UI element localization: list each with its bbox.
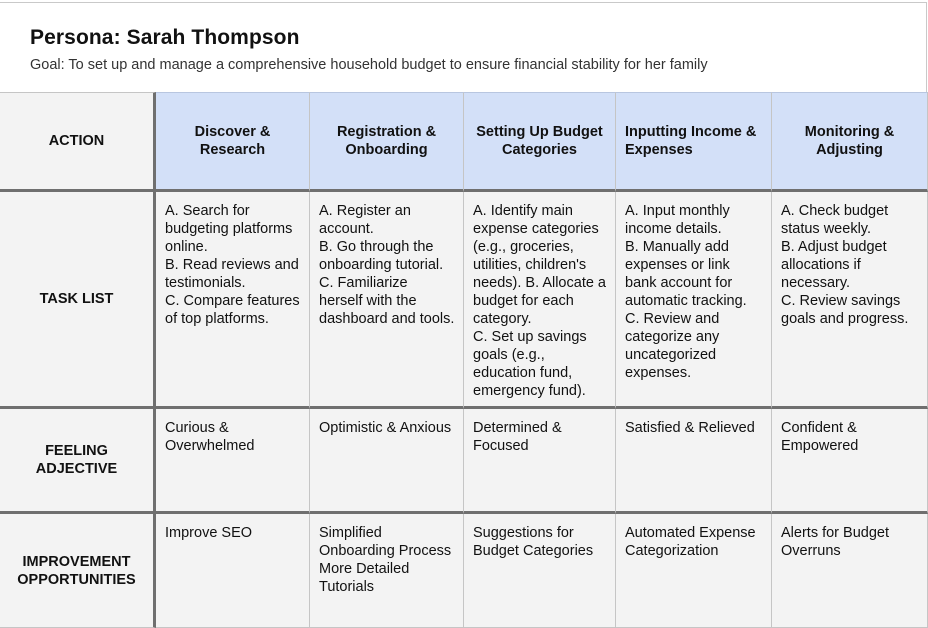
improvement-row [0, 514, 928, 628]
improvement-cell-2 [310, 514, 464, 628]
task-item: B. Go through the onboarding tutorial. [319, 239, 444, 273]
improvement-item: Alerts for Budget Overruns [781, 525, 889, 559]
task-item: C. Familiarize herself with the dashboard and tools. [319, 275, 455, 327]
improvement-cell-3 [464, 514, 616, 628]
improvement-label: IMPROVEMENT OPPORTUNITIES [0, 514, 156, 628]
improvement-cell-4 [616, 514, 772, 628]
feeling-label: FEELING ADJECTIVE [0, 409, 156, 514]
stage-header-4: Inputting Income & Expenses [616, 92, 772, 192]
task-item: C. Review savings goals and progress. [781, 293, 909, 327]
journey-map-table [0, 92, 928, 628]
feeling-cell-4: Satisfied & Relieved [616, 409, 772, 514]
improvement-cell-5 [772, 514, 928, 628]
stage-header-2: Registration & Onboarding [310, 92, 464, 192]
task-item: B. Manually add expenses or link bank account for automatic tracking. [625, 239, 747, 309]
task-cell-5 [772, 192, 928, 409]
persona-header [30, 26, 708, 73]
improvement-item: More Detailed Tutorials [319, 561, 410, 595]
improvement-cell-1 [156, 514, 310, 628]
feeling-cell-2: Optimistic & Anxious [310, 409, 464, 514]
feeling-cell-5: Confident & Empowered [772, 409, 928, 514]
task-cell-2 [310, 192, 464, 409]
task-item: A. Identify main expense categories (e.g., groceries, utilities, children's needs). B. Allocate a budget for each category. [473, 203, 606, 327]
task-cell-4 [616, 192, 772, 409]
task-item: A. Input monthly income details. [625, 203, 730, 237]
persona-title: Persona: Sarah Thompson [30, 26, 300, 49]
stage-header-5: Monitoring & Adjusting [772, 92, 928, 192]
stage-header-1: Discover & Research [156, 92, 310, 192]
task-item: A. Register an account. [319, 203, 411, 237]
task-item: C. Set up savings goals (e.g., education fund, emergency fund). [473, 329, 587, 399]
action-label: ACTION [0, 92, 156, 192]
improvement-item: Simplified Onboarding Process [319, 525, 452, 559]
persona-goal: Goal: To set up and manage a comprehensive household budget to ensure financial stability for her family [30, 57, 708, 73]
task-item: A. Check budget status weekly. [781, 203, 889, 237]
improvement-item: Automated Expense Categorization [625, 525, 756, 559]
task-item: B. Adjust budget allocations if necessary. [781, 239, 887, 291]
task-item: A. Search for budgeting platforms online. [165, 203, 293, 255]
stage-header-3: Setting Up Budget Categories [464, 92, 616, 192]
improvement-item: Improve SEO [165, 525, 253, 541]
task-item: C. Review and categorize any uncategorized expenses. [625, 311, 720, 381]
task-list-label: TASK LIST [0, 192, 156, 409]
task-list-row [0, 192, 928, 409]
task-cell-1 [156, 192, 310, 409]
task-item: C. Compare features of top platforms. [165, 293, 300, 327]
feeling-cell-1: Curious & Overwhelmed [156, 409, 310, 514]
feeling-row [0, 409, 928, 514]
action-row [0, 92, 928, 192]
improvement-item: Suggestions for Budget Categories [473, 525, 594, 559]
task-item: B. Read reviews and testimonials. [165, 257, 299, 291]
feeling-cell-3: Determined & Focused [464, 409, 616, 514]
task-cell-3 [464, 192, 616, 409]
